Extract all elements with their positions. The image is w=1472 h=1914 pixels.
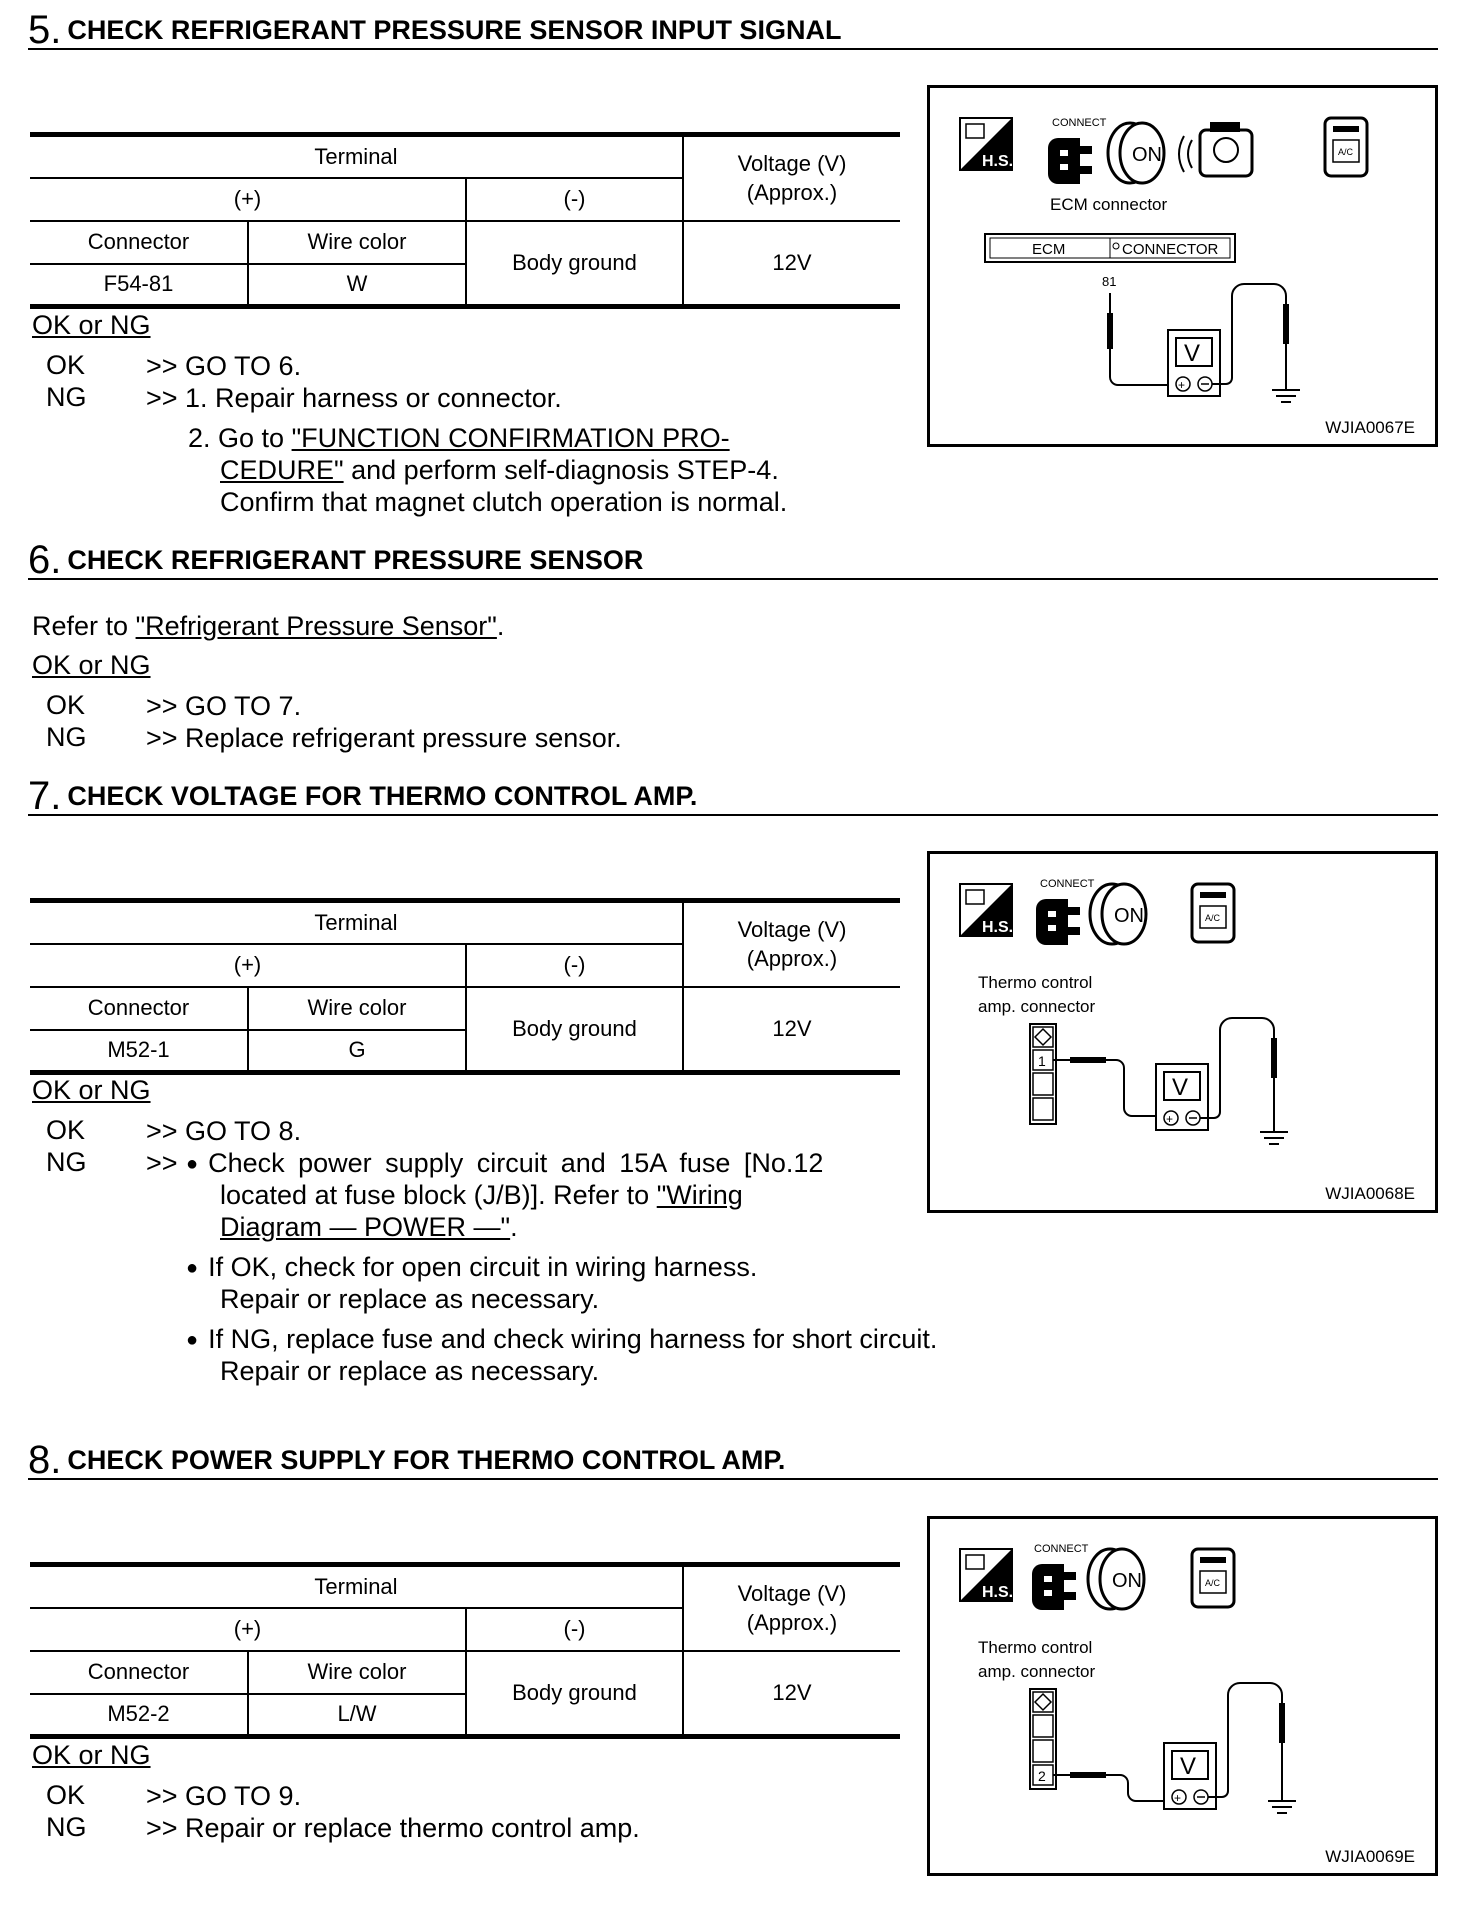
ng-label: NG bbox=[46, 722, 87, 752]
col-connector: Connector bbox=[30, 987, 248, 1030]
cell-ground: Body ground bbox=[466, 987, 683, 1073]
cell-connector: M52-1 bbox=[30, 1030, 248, 1073]
ok-or-ng-label: OK or NG bbox=[32, 1075, 151, 1105]
svg-text:ECM: ECM bbox=[1032, 241, 1066, 258]
cell-connector: F54-81 bbox=[30, 264, 248, 307]
col-terminal: Terminal bbox=[30, 901, 683, 944]
ng-bullet-2-line2: Repair or replace as necessary. bbox=[220, 1284, 600, 1314]
terminal-table-8 bbox=[30, 1562, 900, 1739]
col-voltage: Voltage (V) (Approx.) bbox=[683, 1565, 900, 1651]
svg-text:CONNECT: CONNECT bbox=[1052, 117, 1107, 129]
svg-text:ON: ON bbox=[1112, 1570, 1142, 1592]
figure-code: WJIA0069E bbox=[1325, 1847, 1415, 1866]
ng-bullet-2: ● If OK, check for open circuit in wiring harness. bbox=[186, 1251, 757, 1284]
col-wire-color: Wire color bbox=[248, 1651, 466, 1694]
ng-arrow: >> bbox=[146, 1148, 178, 1178]
svg-text:1: 1 bbox=[1038, 1053, 1046, 1069]
figure-thermo-control-connector-1 bbox=[927, 851, 1438, 1213]
ng-bullet-1-line3: Diagram — POWER —". bbox=[220, 1212, 518, 1242]
ng-step2-line3: Confirm that magnet clutch operation is normal. bbox=[220, 487, 788, 517]
hs-icon bbox=[960, 118, 1013, 170]
col-plus: (+) bbox=[30, 178, 466, 221]
step-title: CHECK REFRIGERANT PRESSURE SENSOR INPUT SIGNAL bbox=[67, 15, 842, 45]
cell-voltage: 12V bbox=[683, 1651, 900, 1737]
ok-or-ng-label: OK or NG bbox=[32, 1740, 151, 1770]
ok-result: >> GO TO 9. bbox=[146, 1781, 302, 1811]
ok-label: OK bbox=[46, 1115, 86, 1145]
function-confirmation-link[interactable]: "FUNCTION CONFIRMATION PRO- bbox=[291, 423, 730, 453]
svg-text:+: + bbox=[1178, 378, 1186, 392]
svg-text:A/C: A/C bbox=[1205, 1578, 1221, 1588]
step-title: CHECK VOLTAGE FOR THERMO CONTROL AMP. bbox=[67, 781, 698, 811]
wiring-diagram-link-cont[interactable]: Diagram — POWER —" bbox=[220, 1212, 511, 1242]
svg-text:A/C: A/C bbox=[1205, 913, 1221, 923]
ecm-wiring-diagram bbox=[930, 88, 1435, 444]
figure-code: WJIA0068E bbox=[1325, 1184, 1415, 1203]
ng-label: NG bbox=[46, 1812, 87, 1842]
col-minus: (-) bbox=[466, 1608, 683, 1651]
cell-wire: G bbox=[248, 1030, 466, 1073]
ok-or-ng-label: OK or NG bbox=[32, 650, 151, 680]
ac-switch-icon bbox=[1325, 118, 1367, 176]
col-plus: (+) bbox=[30, 944, 466, 987]
svg-text:V: V bbox=[1172, 1074, 1189, 1101]
wiring-diagram-link[interactable]: "Wiring bbox=[656, 1180, 743, 1210]
col-minus: (-) bbox=[466, 178, 683, 221]
section-5-heading bbox=[28, 10, 1438, 50]
ignition-on-icon bbox=[1088, 1549, 1144, 1609]
cell-voltage: 12V bbox=[683, 987, 900, 1073]
step-number: 5. bbox=[28, 8, 62, 52]
ng-label: NG bbox=[46, 1147, 87, 1177]
cell-connector: M52-2 bbox=[30, 1694, 248, 1737]
svg-text:CONNECT: CONNECT bbox=[1040, 878, 1095, 890]
cell-wire: L/W bbox=[248, 1694, 466, 1737]
svg-text:+: + bbox=[1174, 1791, 1182, 1805]
ng-bullet-1: ● Check power supply circuit and 15A fuse [No.12 bbox=[186, 1147, 823, 1180]
svg-text:amp. connector: amp. connector bbox=[978, 997, 1096, 1016]
ok-label: OK bbox=[46, 350, 86, 380]
function-confirmation-link-cont[interactable]: CEDURE" bbox=[220, 455, 344, 485]
section-6-heading bbox=[28, 540, 1438, 580]
cell-wire: W bbox=[248, 264, 466, 307]
ng-result: >> 1. Repair harness or connector. bbox=[146, 383, 562, 413]
svg-text:ON: ON bbox=[1114, 905, 1144, 927]
col-terminal: Terminal bbox=[30, 1565, 683, 1608]
section-8-heading bbox=[28, 1440, 1438, 1480]
ng-bullet-3-line2: Repair or replace as necessary. bbox=[220, 1356, 600, 1386]
section-7-heading bbox=[28, 776, 1438, 816]
svg-text:V: V bbox=[1184, 340, 1201, 367]
ng-bullet-1-line2: located at fuse block (J/B)]. Refer to "Wiring bbox=[220, 1180, 743, 1210]
ignition-on-icon bbox=[1108, 123, 1164, 183]
ok-label: OK bbox=[46, 690, 86, 720]
svg-text:amp. connector: amp. connector bbox=[978, 1662, 1096, 1681]
cell-ground: Body ground bbox=[466, 1651, 683, 1737]
cell-voltage: 12V bbox=[683, 221, 900, 307]
svg-text:CONNECT: CONNECT bbox=[1034, 1543, 1089, 1555]
hs-icon bbox=[960, 884, 1013, 936]
svg-text:+: + bbox=[1166, 1112, 1174, 1126]
thermo-wiring-diagram-1 bbox=[930, 854, 1435, 1210]
figure-code: WJIA0067E bbox=[1325, 418, 1415, 437]
ok-or-ng-label: OK or NG bbox=[32, 310, 151, 340]
terminal-table-5 bbox=[30, 132, 900, 309]
svg-text:H.S.: H.S. bbox=[982, 1584, 1014, 1601]
svg-text:CONNECTOR: CONNECTOR bbox=[1122, 241, 1219, 258]
refrigerant-pressure-sensor-link[interactable]: "Refrigerant Pressure Sensor" bbox=[135, 611, 497, 641]
col-connector: Connector bbox=[30, 1651, 248, 1694]
ng-label: NG bbox=[46, 382, 87, 412]
ng-result: >> Repair or replace thermo control amp. bbox=[146, 1813, 640, 1843]
col-terminal: Terminal bbox=[30, 135, 683, 178]
svg-text:Thermo control: Thermo control bbox=[978, 1638, 1093, 1657]
cell-ground: Body ground bbox=[466, 221, 683, 307]
ok-result: >> GO TO 7. bbox=[146, 691, 302, 721]
ng-bullet-3: ● If NG, replace fuse and check wiring harness for short circuit. bbox=[186, 1323, 937, 1356]
step-number: 7. bbox=[28, 774, 62, 818]
ignition-on-icon bbox=[1090, 884, 1146, 944]
terminal-table-7 bbox=[30, 898, 900, 1075]
connector-connect-icon bbox=[1036, 878, 1095, 945]
ac-switch-icon bbox=[1192, 1549, 1234, 1607]
ok-label: OK bbox=[46, 1780, 86, 1810]
col-voltage: Voltage (V) (Approx.) bbox=[683, 901, 900, 987]
thermo-wiring-diagram-2 bbox=[930, 1519, 1435, 1873]
figure-ecm-connector bbox=[927, 85, 1438, 447]
svg-text:2: 2 bbox=[1038, 1768, 1046, 1784]
figure-thermo-control-connector-2 bbox=[927, 1516, 1438, 1876]
col-connector: Connector bbox=[30, 221, 248, 264]
refer-line: Refer to "Refrigerant Pressure Sensor". bbox=[32, 611, 505, 641]
svg-text:ECM connector: ECM connector bbox=[1050, 195, 1168, 214]
svg-text:H.S.: H.S. bbox=[982, 153, 1014, 170]
svg-text:H.S.: H.S. bbox=[982, 919, 1014, 936]
ng-result: >> Replace refrigerant pressure sensor. bbox=[146, 723, 622, 753]
col-voltage: Voltage (V) (Approx.) bbox=[683, 135, 900, 221]
col-wire-color: Wire color bbox=[248, 987, 466, 1030]
step-number: 6. bbox=[28, 538, 62, 582]
ok-result: >> GO TO 8. bbox=[146, 1116, 302, 1146]
col-plus: (+) bbox=[30, 1608, 466, 1651]
ok-result: >> GO TO 6. bbox=[146, 351, 302, 381]
connector-connect-icon bbox=[1032, 1543, 1089, 1610]
svg-text:Thermo control: Thermo control bbox=[978, 973, 1093, 992]
svg-text:81: 81 bbox=[1102, 274, 1117, 289]
step-title: CHECK REFRIGERANT PRESSURE SENSOR bbox=[67, 545, 644, 575]
ng-step2-cont: CEDURE" and perform self-diagnosis STEP-4. bbox=[220, 455, 779, 485]
ng-step2: 2. Go to "FUNCTION CONFIRMATION PRO- bbox=[188, 423, 730, 453]
engine-running-icon bbox=[1179, 122, 1252, 176]
svg-text:V: V bbox=[1180, 1753, 1197, 1780]
svg-text:ON: ON bbox=[1132, 144, 1162, 166]
connector-connect-icon bbox=[1048, 117, 1107, 184]
ac-switch-icon bbox=[1192, 884, 1234, 942]
col-wire-color: Wire color bbox=[248, 221, 466, 264]
svg-text:A/C: A/C bbox=[1338, 147, 1354, 157]
hs-icon bbox=[960, 1549, 1013, 1601]
step-number: 8. bbox=[28, 1438, 62, 1482]
col-minus: (-) bbox=[466, 944, 683, 987]
step-title: CHECK POWER SUPPLY FOR THERMO CONTROL AMP. bbox=[67, 1445, 786, 1475]
